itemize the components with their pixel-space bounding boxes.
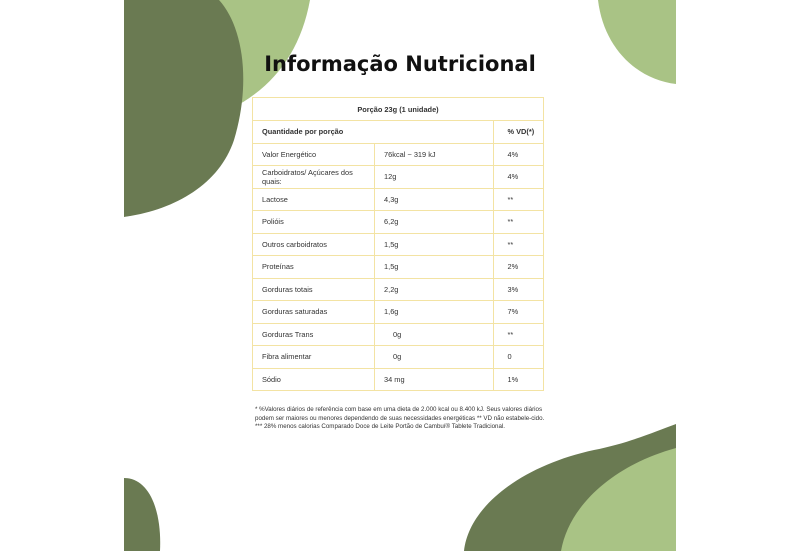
nutrient-amount: 0g xyxy=(375,346,493,369)
table-row xyxy=(253,233,544,256)
nutrient-name: Gorduras totais xyxy=(253,278,375,301)
footnote: *** 28% menos calorias Comparado Doce de Leite Portão de Cambuí® Tablete Tradicional. xyxy=(255,423,506,431)
table-row xyxy=(253,188,544,211)
table-row xyxy=(253,346,544,369)
nutrient-vd: 4% xyxy=(493,166,544,189)
header-quantity: Quantidade por porção xyxy=(253,121,494,144)
nutrient-vd: 0 xyxy=(493,346,544,369)
nutrient-amount: 0g xyxy=(375,323,493,346)
nutrient-amount: 1,5g xyxy=(375,233,493,256)
header-row xyxy=(253,121,544,144)
table-row xyxy=(253,143,544,166)
table-row xyxy=(253,166,544,189)
nutrition-card xyxy=(124,0,676,551)
nutrition-table xyxy=(252,97,544,391)
nutrient-vd: 3% xyxy=(493,278,544,301)
nutrient-vd: ** xyxy=(493,211,544,234)
nutrient-name: Gorduras Trans xyxy=(253,323,375,346)
nutrient-amount: 76kcal ~ 319 kJ xyxy=(375,143,493,166)
nutrient-name: Proteínas xyxy=(253,256,375,279)
nutrient-name: Valor Energético xyxy=(253,143,375,166)
nutrient-vd: 2% xyxy=(493,256,544,279)
nutrient-amount: 12g xyxy=(375,166,493,189)
table-row xyxy=(253,301,544,324)
nutrient-name: Sódio xyxy=(253,368,375,391)
nutrient-name: Carboidratos/ Açúcares dos quais: xyxy=(253,166,375,189)
nutrient-name: Lactose xyxy=(253,188,375,211)
nutrient-name: Fibra alimentar xyxy=(253,346,375,369)
nutrient-name: Polióis xyxy=(253,211,375,234)
nutrient-amount: 1,5g xyxy=(375,256,493,279)
table-row xyxy=(253,256,544,279)
table-row xyxy=(253,323,544,346)
nutrient-amount: 4,3g xyxy=(375,188,493,211)
table-row xyxy=(253,368,544,391)
footnote: podem ser maiores ou menores dependendo de suas necessidades energéticas ** VD não estabele-cido. xyxy=(255,414,545,422)
blob-bottom-left xyxy=(124,478,160,551)
portion-row xyxy=(253,98,544,121)
nutrient-vd: 7% xyxy=(493,301,544,324)
page-title: Informação Nutricional xyxy=(264,52,536,76)
nutrient-name: Gorduras saturadas xyxy=(253,301,375,324)
footnote: * %Valores diários de referência com base em uma dieta de 2.000 kcal ou 8.400 kJ. Seus valores diários xyxy=(255,406,543,413)
nutrient-amount: 2,2g xyxy=(375,278,493,301)
nutrient-amount: 34 mg xyxy=(375,368,493,391)
footnotes xyxy=(255,406,551,432)
table-row xyxy=(253,278,544,301)
header-vd: % VD(*) xyxy=(493,121,544,144)
nutrient-vd: 4% xyxy=(493,143,544,166)
nutrient-vd: ** xyxy=(493,188,544,211)
nutrient-amount: 1,6g xyxy=(375,301,493,324)
nutrient-vd: ** xyxy=(493,233,544,256)
portion-cell: Porção 23g (1 unidade) xyxy=(253,98,544,121)
blob-top-left-dark xyxy=(124,0,243,217)
table-row xyxy=(253,211,544,234)
nutrient-vd: ** xyxy=(493,323,544,346)
nutrient-vd: 1% xyxy=(493,368,544,391)
nutrient-name: Outros carboidratos xyxy=(253,233,375,256)
nutrient-amount: 6,2g xyxy=(375,211,493,234)
